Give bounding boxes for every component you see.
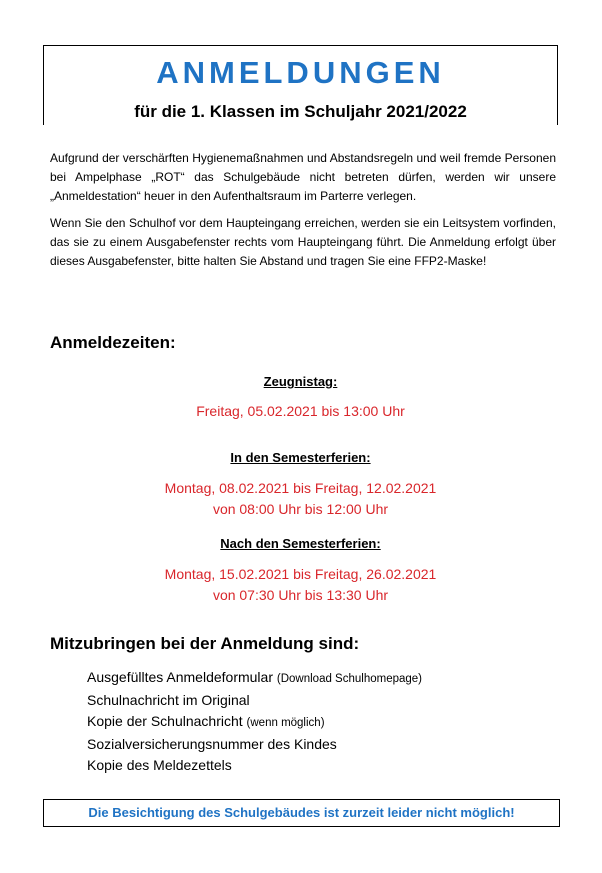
list-item-note: (Download Schulhomepage) (276, 673, 423, 685)
zeugnistag-label: Zeugnistag: (263, 374, 338, 389)
header-box (43, 45, 558, 125)
zeugnistag-block (43, 373, 558, 422)
bring-list (87, 667, 422, 776)
intro-paragraph-1: Aufgrund der verschärften Hygienemaßnahmen und Abstandsregeln und weil fremde Personen bei Ampelphase „ROT“ das Schulgebäude nicht betreten dürfen, werden wir unsere „Anmeldestation“ heuer in den Aufenthaltsraum im Parterre verlegen. (50, 151, 556, 203)
list-item: Schulnachricht im Original (87, 692, 250, 708)
nach-semesterferien-dates: Montag, 15.02.2021 bis Freitag, 26.02.2021 (164, 566, 437, 582)
list-item: Kopie des Meldezettels (87, 757, 232, 773)
page-title: ANMELDUNGEN (156, 55, 445, 90)
zeugnistag-time: Freitag, 05.02.2021 bis 13:00 Uhr (196, 403, 405, 419)
page-subtitle: für die 1. Klassen im Schuljahr 2021/2022 (134, 102, 467, 121)
list-item (87, 711, 422, 734)
times-heading: Anmeldezeiten: (50, 333, 176, 352)
list-item-text: Ausgefülltes Anmeldeformular (87, 669, 273, 685)
nach-semesterferien-hours: von 07:30 Uhr bis 13:30 Uhr (212, 587, 389, 603)
notice-box: Die Besichtigung des Schulgebäudes ist zurzeit leider nicht möglich! (43, 799, 560, 827)
intro-paragraph-2: Wenn Sie den Schulhof vor dem Haupteingang erreichen, werden sie ein Leitsystem vorfinden, das sie zu einem Ausgabefenster rechts vom Haupteingang führt. Die Anmeldung erfolgt über dieses Ausgabefenster, bitte halten Sie Abstand und tragen Sie eine FFP2-Maske! (50, 216, 556, 268)
semesterferien-label: In den Semesterferien: (230, 450, 371, 465)
list-item (87, 667, 422, 690)
list-item-text: Kopie der Schulnachricht (87, 713, 243, 729)
semesterferien-dates: Montag, 08.02.2021 bis Freitag, 12.02.2021 (164, 480, 437, 496)
bring-heading: Mitzubringen bei der Anmeldung sind: (50, 634, 360, 653)
list-item: Sozialversicherungsnummer des Kindes (87, 736, 337, 752)
semesterferien-block (43, 449, 558, 520)
list-item-note: (wenn möglich) (246, 717, 325, 729)
nach-semesterferien-label: Nach den Semesterferien: (220, 536, 381, 551)
intro-text (50, 149, 556, 279)
nach-semesterferien-block (43, 535, 558, 606)
semesterferien-hours: von 08:00 Uhr bis 12:00 Uhr (212, 501, 389, 517)
